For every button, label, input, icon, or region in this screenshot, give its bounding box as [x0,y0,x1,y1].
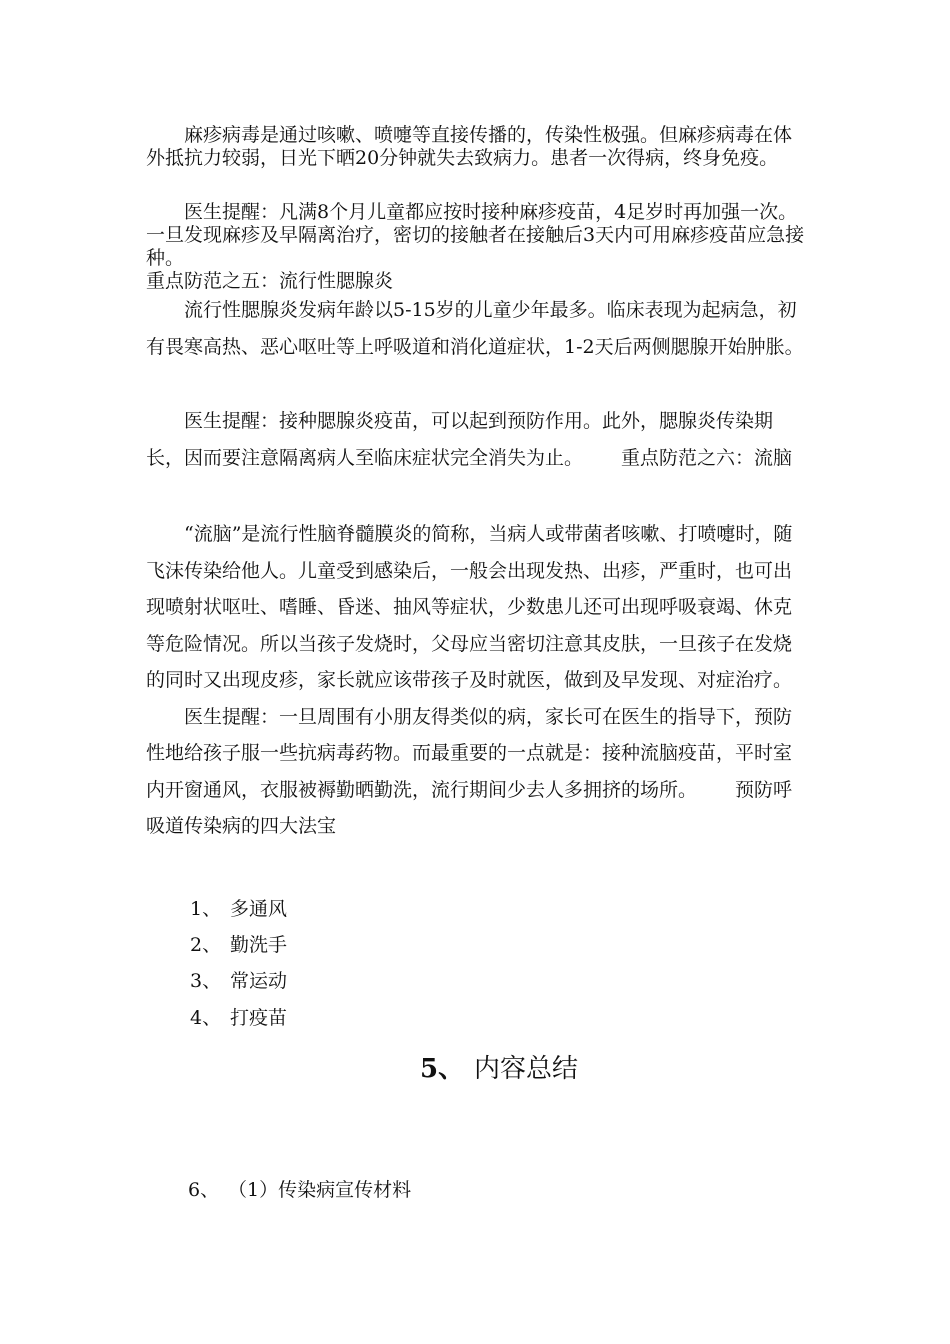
list-text: 打疫苗 [230,1007,288,1029]
meningitis-text: “流脑”是流行性脑脊髓膜炎的简称，当病人或带菌者咳嗽、打喷嚏时，随飞沫传染给他人。儿童受到感染后，一般会出现发热、出疹，严重时，也可出现喷射状呕吐、嗜睡、昏迷、抽风等症状，少数患儿还可出现呼吸衰竭、休克等危险情况。所以当孩子发烧时，父母应当密切注意其皮肤，一旦孩子在发烧的同时又出现皮疹，家长就应该带孩子及时就医，做到及早发现、对症治疗。 [146,523,793,691]
list-text: 勤洗手 [230,934,288,956]
material-number: 6、 [188,1179,220,1201]
list-item [190,897,287,921]
summary-number: 5、 [420,1054,465,1084]
four-treasures-heading: 预防呼吸道传染病的四大法宝 [146,778,793,837]
heading-prevention-5: 重点防范之五：流行性腮腺炎 [146,270,394,292]
list-item [190,969,287,993]
list-number: 3、 [190,970,222,992]
mumps-advice-text: 医生提醒：接种腮腺炎疫苗，可以起到预防作用。此外，腮腺炎传染期长，因而要注意隔离病人至临床症状完全消失为止。 [146,410,774,469]
list-item [190,933,287,957]
paragraph-mumps: 流行性腮腺炎发病年龄以5-15岁的儿童少年最多。临床表现为起病急，初有畏寒高热、恶心呕吐等上呼吸道和消化道症状，1-2天后两侧腮腺开始肿胀。 [146,299,804,358]
list-number: 2、 [190,934,222,956]
meningitis-advice-text: 医生提醒：一旦周围有小朋友得类似的病，家长可在医生的指导下，预防性地给孩子服一些抗病毒药物。而最重要的一点就是：接种流脑疫苗，平时室内开窗通风，衣服被褥勤晒勤洗，流行期间少去人多拥挤的场所。 [146,705,793,801]
paragraph-measles: 麻疹病毒是通过咳嗽、喷嚏等直接传播的，传染性极强。但麻疹病毒在体外抵抗力较弱，日光下晒20分钟就失去致病力。患者一次得病，终身免疫。 [146,124,793,169]
paragraph-measles-advice: 医生提醒：凡满8个月儿童都应按时接种麻疹疫苗，4足岁时再加强一次。一旦发现麻疹及早隔离治疗，密切的接触者在接触后3天内可用麻疹疫苗应急接种。 [146,201,805,269]
list-text: 常运动 [230,970,288,992]
paragraph-mumps-advice [146,403,806,476]
summary-text: 内容总结 [474,1054,579,1084]
material-item [188,1178,411,1202]
list-number: 1、 [190,898,222,920]
list-number: 4、 [190,1007,222,1029]
paragraph-meningitis [146,516,806,845]
heading-prevention-6: 重点防范之六：流脑 [621,446,793,469]
list-item [190,1006,287,1030]
summary-heading [420,1052,578,1086]
material-text: （1）传染病宣传材料 [228,1179,412,1201]
list-text: 多通风 [230,898,288,920]
